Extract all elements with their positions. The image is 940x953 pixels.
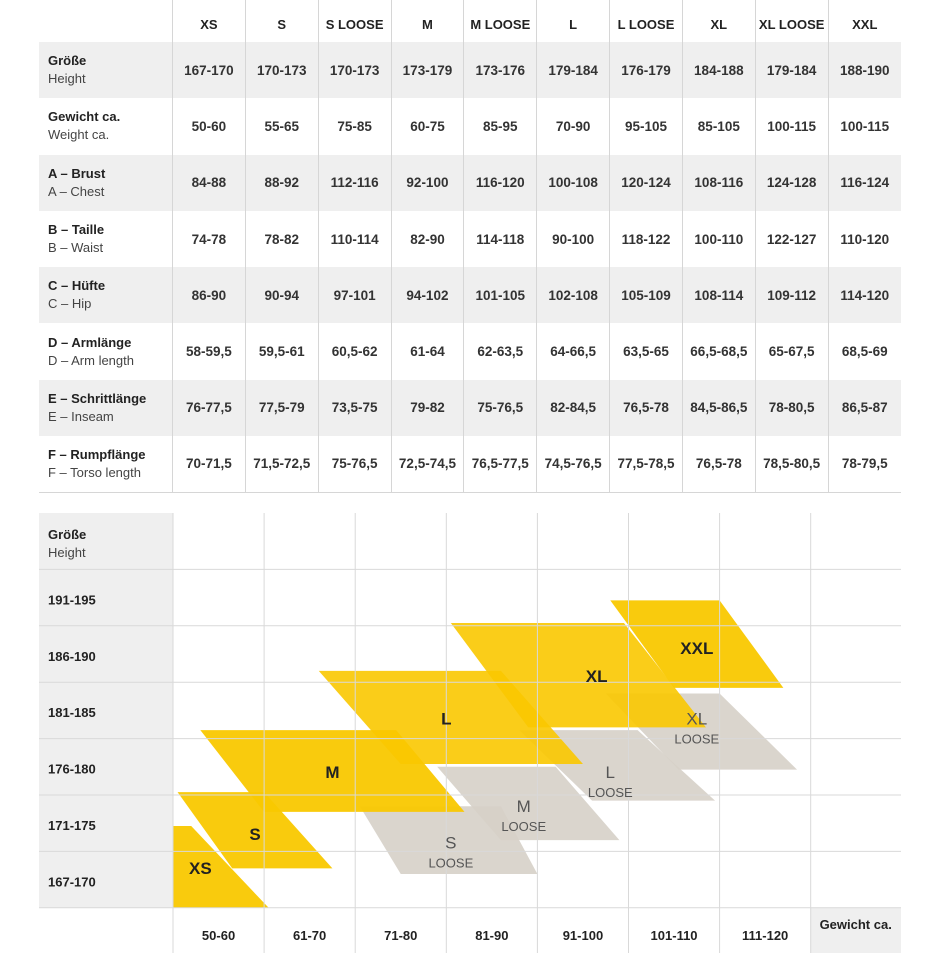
row-label-german: F – Rumpflänge [48,446,146,462]
table-cell: 68,5-69 [841,344,888,360]
table-cell: 61-64 [391,323,464,379]
table-cell: 78,5-80,5 [755,436,828,492]
row-label-english: A – Chest [48,183,105,199]
column-header: M [391,0,464,42]
table-cell: 110-120 [840,231,890,247]
table-cell: 105-109 [610,267,683,323]
table-cell: 90-94 [245,267,318,323]
row-label [39,98,173,154]
column-header: L [537,0,610,42]
column-header: XS [173,0,246,42]
table-cell: 112-116 [318,155,391,211]
table-cell: 97-101 [318,267,391,323]
table-cell: 78-80,5 [755,380,828,436]
table-cell: 184-188 [682,42,755,98]
table-cell: 85-95 [464,98,537,154]
size-table [39,0,901,493]
height-band-label: 181-185 [48,705,96,721]
size-chart-canvas [39,513,901,953]
table-cell: 167-170 [173,42,246,98]
table-cell: 73,5-75 [318,380,391,436]
loose-size-label: XL [686,709,708,729]
table-cell: 170-173 [245,42,318,98]
row-label-english: D – Arm length [48,352,134,368]
table-row [39,98,901,154]
table-cell: 170-173 [318,42,391,98]
table-cell: 100-115 [755,98,828,154]
row-label [39,380,173,436]
table-cell: 74,5-76,5 [537,436,610,492]
header-corner [39,0,173,42]
height-band-label: 176-180 [48,761,96,777]
table-cell: 118-122 [610,211,683,267]
table-row [39,380,901,436]
table-cell: 92-100 [391,155,464,211]
table-cell: 94-102 [391,267,464,323]
table-cell: 60,5-62 [318,323,391,379]
loose-tag-label: LOOSE [428,855,474,871]
table-cell: 76,5-78 [682,436,755,492]
table-cell: 71,5-72,5 [245,436,318,492]
row-label-english: F – Torso length [48,464,141,480]
row-label-english: Weight ca. [48,127,110,143]
row-label-english: C – Hip [48,296,92,312]
table-cell: 114-120 [840,287,890,303]
table-cell: 50-60 [173,98,246,154]
height-band-label: 167-170 [48,874,96,890]
table-row [39,323,901,379]
table-cell: 102-108 [537,267,610,323]
table-cell: 85-105 [682,98,755,154]
table-cell: 100-115 [840,118,890,134]
chart-header-german: Größe [48,527,87,542]
row-label-german: C – Hüfte [48,278,106,294]
table-cell: 66,5-68,5 [682,323,755,379]
table-cell: 88-92 [245,155,318,211]
table-cell: 65-67,5 [755,323,828,379]
size-label: M [325,763,340,783]
table-cell: 86,5-87 [841,400,888,416]
row-label-german: E – Schrittlänge [48,390,147,406]
table-cell: 75-85 [318,98,391,154]
row-label-german: Größe [48,53,87,69]
table-cell: 109-112 [755,267,828,323]
row-label-english: E – Inseam [48,408,114,424]
height-band-label: 186-190 [48,648,96,664]
table-cell: 101-105 [464,267,537,323]
row-label [39,323,173,379]
height-band-label: 171-175 [48,818,96,833]
table-cell: 84-88 [173,155,246,211]
table-cell: 124-128 [755,155,828,211]
column-header: XXL [828,0,901,42]
row-label-german: Gewicht ca. [48,109,121,125]
size-table-body [39,42,901,492]
table-cell: 64-66,5 [537,323,610,379]
table-cell: 116-124 [840,175,890,191]
table-cell: 59,5-61 [245,323,318,379]
weight-band-label: 61-70 [293,927,327,943]
table-cell: 120-124 [610,155,683,211]
table-cell: 100-108 [537,155,610,211]
loose-tag-label: LOOSE [587,785,633,801]
table-cell: 122-127 [755,211,828,267]
table-cell: 95-105 [610,98,683,154]
table-cell: 84,5-86,5 [682,380,755,436]
weight-band-label: 50-60 [201,927,236,943]
table-cell: 108-116 [682,155,755,211]
table-cell: 173-179 [391,42,464,98]
table-cell: 116-120 [464,155,537,211]
table-cell: 74-78 [173,211,246,267]
row-label [39,267,173,323]
table-cell: 75-76,5 [318,436,391,492]
table-cell: 70-71,5 [173,436,246,492]
size-label: XS [188,858,212,878]
chart-header-english: Height [48,545,86,560]
weight-band-label: 91-100 [562,927,604,943]
size-label: S [249,825,261,845]
row-label-german: D – Armlänge [48,334,132,350]
weight-band-label: 81-90 [475,927,509,943]
row-label-german: A – Brust [48,165,106,181]
table-cell: 179-184 [537,42,610,98]
table-cell: 76-77,5 [173,380,246,436]
table-cell: 78-82 [245,211,318,267]
weight-band-label: 71-80 [384,927,418,943]
size-label: L [441,709,452,729]
table-cell: 90-100 [537,211,610,267]
column-header: M LOOSE [464,0,537,42]
table-cell: 176-179 [610,42,683,98]
table-cell: 114-118 [464,211,537,267]
column-header: S [245,0,318,42]
table-cell: 62-63,5 [464,323,537,379]
table-cell: 100-110 [682,211,755,267]
size-chart [39,513,901,953]
loose-tag-label: LOOSE [501,818,547,834]
table-cell: 55-65 [245,98,318,154]
table-row [39,155,901,211]
table-cell: 179-184 [755,42,828,98]
size-table-header [39,0,901,42]
size-label: XXL [680,639,714,658]
loose-size-label: M [516,796,531,816]
weight-band-label: 111-120 [742,927,789,943]
weight-axis-label: Gewicht ca. [819,916,892,932]
table-row [39,211,901,267]
row-label-english: B – Waist [48,240,104,256]
table-cell: 58-59,5 [173,323,246,379]
table-row [39,267,901,323]
table-cell: 60-75 [391,98,464,154]
column-header: XL LOOSE [755,0,828,42]
row-label [39,42,173,98]
table-cell: 82-84,5 [537,380,610,436]
table-cell: 76,5-78 [610,380,683,436]
table-row [39,436,901,492]
table-cell: 72,5-74,5 [391,436,464,492]
column-header: S LOOSE [318,0,391,42]
table-cell: 75-76,5 [464,380,537,436]
column-header: L LOOSE [610,0,683,42]
table-cell: 70-90 [537,98,610,154]
row-label-german: B – Taille [48,222,105,238]
height-band-label: 191-195 [48,592,96,608]
table-cell: 82-90 [391,211,464,267]
size-label: XL [585,667,608,687]
column-header: XL [682,0,755,42]
table-cell: 110-114 [318,211,391,267]
table-cell: 86-90 [173,267,246,323]
table-cell: 77,5-78,5 [610,436,683,492]
row-label-english: Height [48,71,86,87]
table-cell: 78-79,5 [828,436,901,492]
weight-band-label: 101-110 [650,927,698,943]
table-cell: 77,5-79 [245,380,318,436]
size-table-container [39,0,901,493]
loose-size-label: S [445,833,457,853]
row-label [39,155,173,211]
table-cell: 63,5-65 [610,323,683,379]
table-row [39,42,901,98]
table-cell: 173-176 [464,42,537,98]
loose-size-label: L [605,763,616,783]
table-cell: 76,5-77,5 [464,436,537,492]
table-cell: 108-114 [682,267,755,323]
table-cell: 188-190 [840,62,890,78]
row-label [39,211,173,267]
table-cell: 79-82 [391,380,464,436]
row-label [39,436,173,492]
loose-tag-label: LOOSE [674,731,720,747]
